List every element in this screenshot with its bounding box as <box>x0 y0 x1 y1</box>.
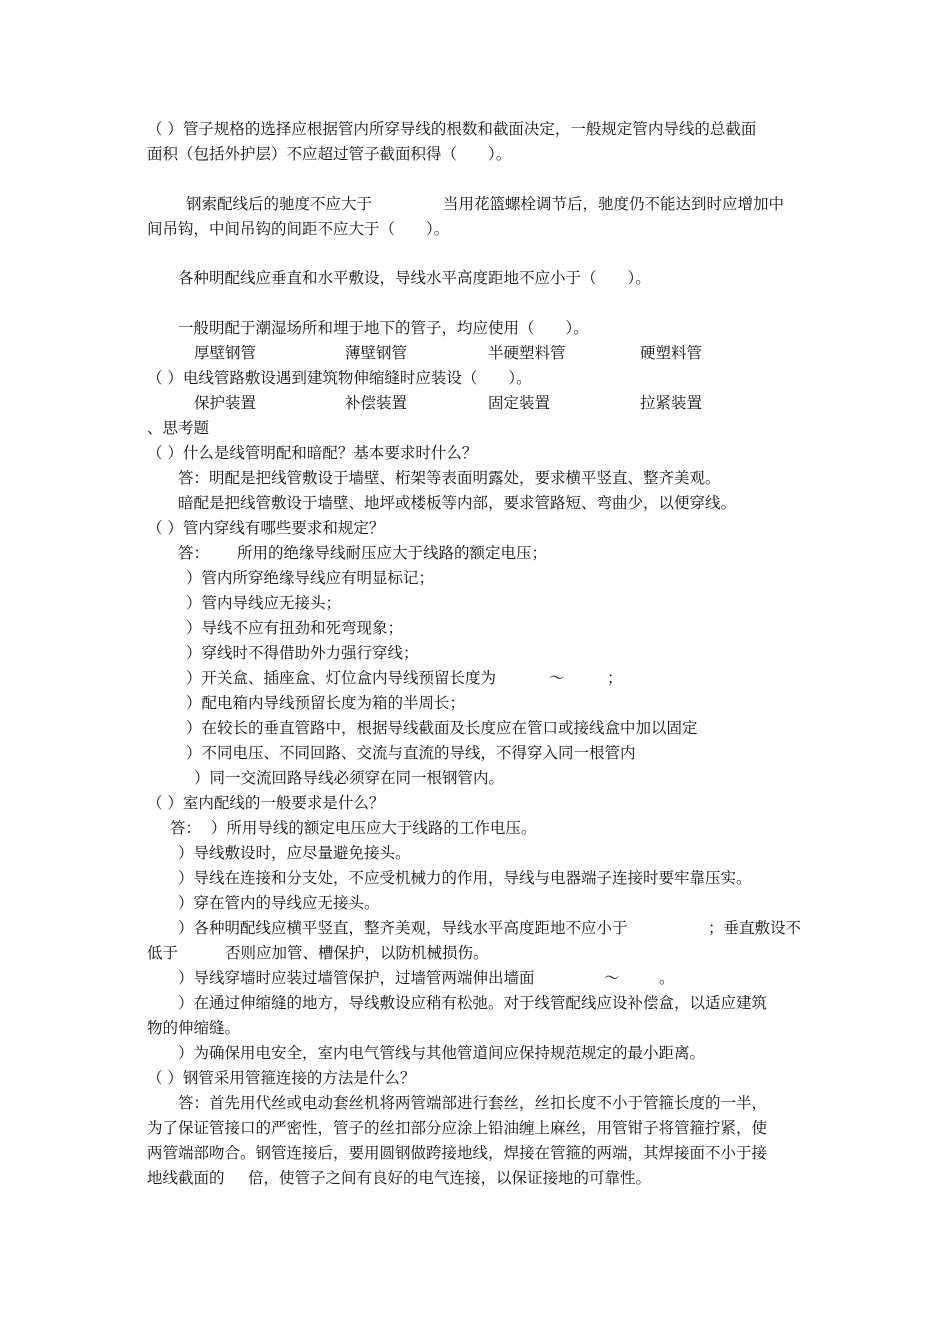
t4-line3: 两管端部吻合。钢管连接后，要用圆钢做跨接地线，焊接在管箍的两端，其焊接面不小于接 <box>147 1144 768 1162</box>
t3-question: （ ）室内配线的一般要求是什么？ <box>147 794 385 812</box>
t3-item5c: 低于 <box>147 944 179 962</box>
t1-answer1: 答：明配是把线管敷设于墙壁、桁架等表面明露处，要求横平竖直、整齐美观。 <box>178 469 721 487</box>
option-c: 固定装置 <box>488 394 551 412</box>
t2-item: ）开关盒、插座盒、灯位盒内导线预留长度为 <box>186 669 497 687</box>
t3-item7a: ）在通过伸缩缝的地方，导线敷设应稍有松弛。对于线管配线应设补偿盒，以适应建筑 <box>178 994 768 1012</box>
t3-item7b: 物的伸缩缝。 <box>147 1019 241 1037</box>
t2-question: （ ）管内穿线有哪些要求和规定？ <box>147 519 385 537</box>
option-b: 薄壁钢管 <box>345 344 408 362</box>
option-b: 补偿装置 <box>345 394 408 412</box>
t2-item: ）管内所穿绝缘导线应有明显标记； <box>186 569 435 587</box>
t3-item6-end: 。 <box>659 969 675 987</box>
option-d: 硬塑料管 <box>640 344 703 362</box>
t3-item: ）导线在连接和分支处，不应受机械力的作用，导线与电器端子连接时要牢靠压实。 <box>178 869 752 887</box>
t3-answer-first: 答： ）所用导线的额定电压应大于线路的工作电压。 <box>170 819 537 837</box>
t1-question: （ ）什么是线管明配和暗配？基本要求时什么？ <box>147 444 478 462</box>
question-pipe-size-line1: （ ）管子规格的选择应根据管内所穿导线的根数和截面决定，一般规定管内导线的总截面 <box>147 120 757 138</box>
question-cable-sag-line2: 间吊钩，中间吊钩的间距不应大于（ ）。 <box>147 220 450 238</box>
t2-item: ）穿线时不得借助外力强行穿线； <box>186 644 419 662</box>
section-title: 、思考题 <box>147 419 210 437</box>
t3-item5b: ；垂直敷设不 <box>708 919 802 937</box>
question-expansion: （ ）电线管路敷设遇到建筑物伸缩缝时应装设（ ）。 <box>147 369 532 387</box>
question-pipe-size-line2: 面积（包括外护层）不应超过管子截面积得（ ）。 <box>147 145 512 163</box>
t1-answer2: 暗配是把线管敷设于墙壁、地坪或楼板等内部，要求管路短、弯曲少，以便穿线。 <box>178 494 737 512</box>
t4-line2: 为了保证管接口的严密性，管子的丝扣部分应涂上铅油缠上麻丝，用管钳子将管箍拧紧，使 <box>147 1119 768 1137</box>
t4-line4b: 倍，使管子之间有良好的电气连接，以保证接地的可靠性。 <box>248 1169 652 1187</box>
t4-line4a: 地线截面的 <box>147 1169 225 1187</box>
option-a: 保护装置 <box>194 394 257 412</box>
t2-item: ）在较长的垂直管路中，根据导线截面及长度应在管口或接线盒中加以固定 <box>186 719 698 737</box>
t3-item6a: ）导线穿墙时应装过墙管保护，过墙管两端伸出墙面 <box>178 969 535 987</box>
option-c: 半硬塑料管 <box>488 344 566 362</box>
t2-item: ）不同电压、不同回路、交流与直流的导线，不得穿入同一根管内 <box>186 744 636 762</box>
t2-answer-first: 所用的绝缘导线耐压应大于线路的额定电压； <box>237 544 548 562</box>
question-cable-sag-line1b: 当用花篮螺栓调节后，驰度仍不能达到时应增加中 <box>443 195 785 213</box>
t2-item: ）配电箱内导线预留长度为箱的半周长； <box>186 694 466 712</box>
question-cable-sag-line1a: 钢索配线后的驰度不应大于 <box>186 195 373 213</box>
t4-line1: 答：首先用代丝或电动套丝机将两管端部进行套丝，丝扣长度不小于管箍长度的一半， <box>178 1094 768 1112</box>
t3-item5d: 否则应加管、槽保护，以防机械损伤。 <box>225 944 489 962</box>
t2-item-tilde: ～ <box>549 669 565 687</box>
option-d: 拉紧装置 <box>640 394 703 412</box>
t3-item5a: ）各种明配线应横平竖直，整齐美观，导线水平高度距地不应小于 <box>178 919 628 937</box>
question-damp-pipe: 一般明配于潮湿场所和埋于地下的管子，均应使用（ ）。 <box>178 319 589 337</box>
t4-question: （ ）钢管采用管箍连接的方法是什么？ <box>147 1069 416 1087</box>
t3-item6-tilde: ～ <box>604 969 620 987</box>
t3-item: ）导线敷设时，应尽量避免接头。 <box>178 844 411 862</box>
t2-answer-label: 答： <box>178 544 210 562</box>
t2-item: ）管内导线应无接头； <box>186 594 342 612</box>
t2-item: ）同一交流回路导线必须穿在同一根钢管内。 <box>194 769 505 787</box>
t3-item8: ）为确保用电安全，室内电气管线与其他管道间应保持规范规定的最小距离。 <box>178 1044 706 1062</box>
question-exposed-height: 各种明配线应垂直和水平敷设，导线水平高度距地不应小于（ ）。 <box>178 269 651 287</box>
t2-item-semicolon: ； <box>607 669 623 687</box>
t3-item: ）穿在管内的导线应无接头。 <box>178 894 380 912</box>
option-a: 厚壁钢管 <box>194 344 257 362</box>
t2-item: ）导线不应有扭劲和死弯现象； <box>186 619 404 637</box>
